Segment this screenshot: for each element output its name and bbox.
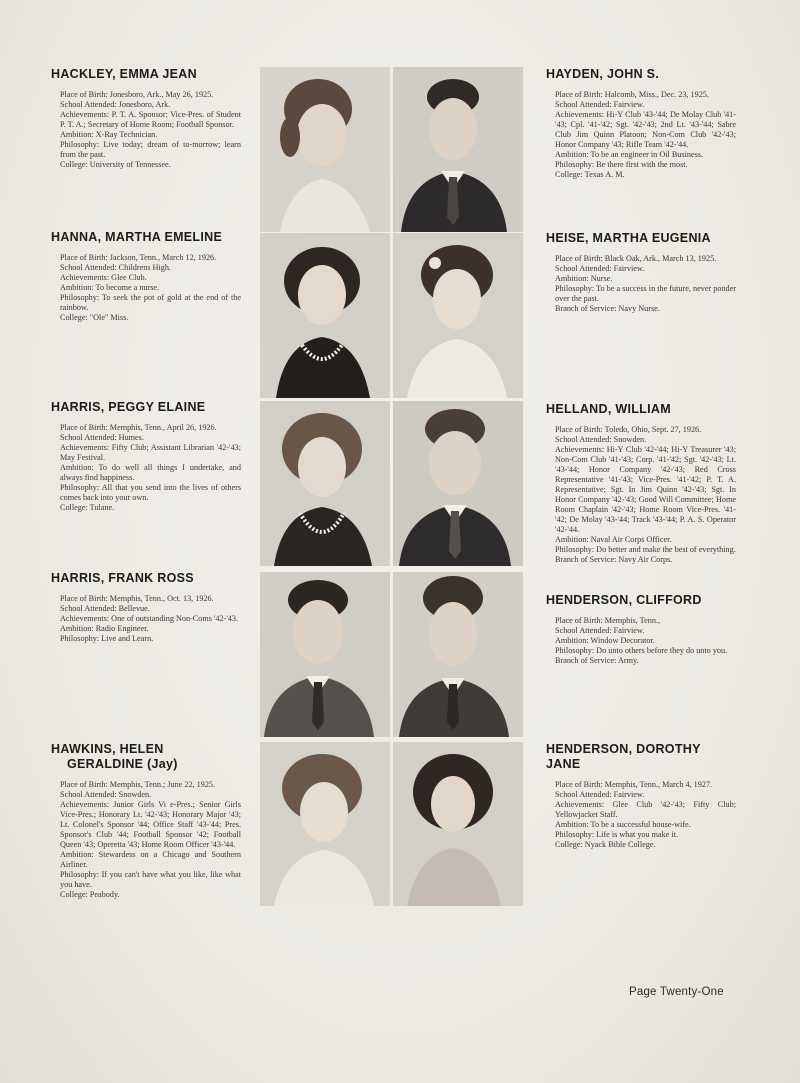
achievements-line: Achievements: Hi-Y Club '42-'44; Hi-Y Treasurer '43; Non-Com Club '41-'43; Corp. '41-'42; Sgt. '42-'43; Lt. '43-'44; Honor Company '42-'43; Red Cross Representative '41-'43; Vice-Pres. '41-'42; P. T. A. Representative; Sgt. In Jim Quinn '42-'43; Sgt. In Honor Company '42-'43; Good Will Committee; Home Room Chaplain '42-'43; Home Room Vice-Pres. '41-'42; De Molay '43-'44; Track '43-'44; P. A. S. Operator '42-'44.	[555, 445, 736, 534]
achievements-line: Achievements: One of outstanding Non-Coms '42-'43.	[60, 614, 239, 623]
student-name: HARRIS, FRANK ROSS	[51, 571, 194, 585]
page-number: Page Twenty-One	[629, 986, 724, 998]
school-line: School Attended: Fairview.	[555, 790, 645, 799]
senior-entry-henderson-dorothy	[546, 742, 736, 850]
service-line: Branch of Service: Navy Nurse.	[555, 304, 660, 313]
senior-entry-harris-peggy	[51, 400, 241, 513]
college-line: College: University of Tennessee.	[60, 160, 171, 169]
birth-line: Place of Birth: Memphis, Tenn.,	[555, 616, 661, 625]
senior-entry-hanna	[51, 230, 241, 323]
senior-entry-hayden	[546, 67, 736, 180]
birth-line: Place of Birth: Toledo, Ohio, Sept. 27, 1926.	[555, 425, 702, 434]
birth-line: Place of Birth: Halcomb, Miss., Dec. 23, 1925.	[555, 90, 709, 99]
achievements-line: Achievements: Junior Girls Vi e-Pres.; Senior Girls Vice-Pres.; Honorary Lt. '42-'43; Honorary Major '43; Lt. Colonel's Sponsor '44; Office Staff '43-'44; Pres. Sponsor's Club '44; Football Sponsor '42; Football Queen '43; Operetta '43; Home Room Officer '43-'44.	[60, 800, 241, 849]
portrait-photo-hayden	[393, 67, 523, 232]
portrait-photo-helland	[393, 401, 523, 566]
student-name: HANNA, MARTHA EMELINE	[51, 230, 223, 244]
student-name: HENDERSON, CLIFFORD	[546, 593, 702, 607]
college-line: College: Tulane.	[60, 503, 115, 512]
student-name-line2: GERALDINE (Jay)	[67, 757, 178, 771]
philosophy-line: Philosophy: To be a success in the future, never ponder over the past.	[555, 284, 736, 303]
ambition-line: Ambition: Nurse.	[555, 274, 613, 283]
ambition-line: Ambition: Stewardess on a Chicago and Southern Airliner.	[60, 850, 241, 869]
achievements-line: Achievements: Fifty Club; Assistant Librarian '42-'43; May Festival.	[60, 443, 241, 462]
philosophy-line: Philosophy: If you can't have what you like, like what you have.	[60, 870, 241, 889]
school-line: School Attended: Humes.	[60, 433, 144, 442]
ambition-line: Ambition: Radio Engineer.	[60, 624, 149, 633]
philosophy-line: Philosophy: Be there first with the most.	[555, 160, 688, 169]
school-line: School Attended: Bellevue.	[60, 604, 150, 613]
portrait-photo-hawkins	[260, 742, 390, 906]
portrait-photo-henderson-clifford	[393, 572, 523, 737]
student-name	[51, 742, 241, 772]
senior-entry-heise	[546, 231, 736, 314]
senior-entry-hawkins	[51, 742, 241, 900]
student-name: HEISE, MARTHA EUGENIA	[546, 231, 711, 245]
school-line: School Attended: Fairview.	[555, 626, 645, 635]
achievements-line: Achievements: Hi-Y Club '43-'44; De Molay Club '41-'43; Cpl. '41-'42; Sgt. '42-'43; 2nd Lt. '43-'44; Sabre Club Jim Quinn Platoon; Non-Com Club '42-'43; Honor Company '43; Rifle Team '42-'44.	[555, 110, 736, 149]
college-line: College: Texas A. M.	[555, 170, 625, 179]
ambition-line: Ambition: Window Decorator.	[555, 636, 655, 645]
student-name: HENDERSON, DOROTHY JANE	[546, 742, 701, 771]
birth-line: Place of Birth: Jackson, Tenn., March 12, 1926.	[60, 253, 217, 262]
school-line: School Attended: Fairview.	[555, 100, 645, 109]
school-line: School Attended: Snowden.	[60, 790, 152, 799]
ambition-line: Ambition: To be a successful house-wife.	[555, 820, 691, 829]
student-name: HARRIS, PEGGY ELAINE	[51, 400, 206, 414]
senior-entry-harris-frank	[51, 571, 241, 644]
achievements-line: Achievements: P. T. A. Sponsor; Vice-Pres. of Student P. T. A.; Secretary of Home Room; Football Sponsor.	[60, 110, 241, 129]
portrait-photo-henderson-dorothy	[393, 742, 523, 906]
ambition-line: Ambition: X-Ray Technician.	[60, 130, 158, 139]
college-line: College: Peabody.	[60, 890, 120, 899]
birth-line: Place of Birth: Memphis, Tenn., Oct. 13, 1926.	[60, 594, 214, 603]
philosophy-line: Philosophy: Live and Learn.	[60, 634, 154, 643]
college-line: College: "Ole" Miss.	[60, 313, 129, 322]
achievements-line: Achievements: Glee Club '42-'43; Fifty Club; Yellowjacket Staff.	[555, 800, 736, 819]
birth-line: Place of Birth: Jonesboro, Ark., May 26, 1925.	[60, 90, 214, 99]
birth-line: Place of Birth: Memphis, Tenn.; June 22, 1925.	[60, 780, 216, 789]
philosophy-line: Philosophy: Life is what you make it.	[555, 830, 679, 839]
service-line: Branch of Service: Army.	[555, 656, 639, 665]
portrait-photo-harris-peggy	[260, 401, 390, 566]
student-name-line1: HAWKINS, HELEN	[51, 742, 164, 756]
senior-entry-hackley	[51, 67, 241, 170]
portrait-photo-hackley	[260, 67, 390, 232]
school-line: School Attended: Fairview.	[555, 264, 645, 273]
school-line: School Attended: Jonesboro, Ark.	[60, 100, 171, 109]
philosophy-line: Philosophy: All that you send into the lives of others comes back into your own.	[60, 483, 241, 502]
portrait-photo-harris-frank	[260, 572, 390, 737]
student-name: HAYDEN, JOHN S.	[546, 67, 660, 81]
student-name: HELLAND, WILLIAM	[546, 402, 671, 416]
senior-entry-helland	[546, 402, 736, 565]
ambition-line: Ambition: To become a nurse.	[60, 283, 160, 292]
achievements-line: Achievements: Glee Club.	[60, 273, 147, 282]
service-line: Branch of Service: Navy Air Corps.	[555, 555, 673, 564]
philosophy-line: Philosophy: Do unto others before they do unto you.	[555, 646, 728, 655]
ambition-line: Ambition: To be an engineer in Oil Business.	[555, 150, 703, 159]
school-line: School Attended: Childrens High.	[60, 263, 171, 272]
school-line: School Attended: Snowden.	[555, 435, 647, 444]
philosophy-line: Philosophy: Live today; dream of to-morrow; learn from the past.	[60, 140, 241, 159]
ambition-line: Ambition: To do well all things I undertake, and always find happiness.	[60, 463, 241, 482]
birth-line: Place of Birth: Memphis, Tenn., March 4, 1927.	[555, 780, 713, 789]
college-line: College: Nyack Bible College.	[555, 840, 656, 849]
birth-line: Place of Birth: Memphis, Tenn., April 26, 1926.	[60, 423, 217, 432]
birth-line: Place of Birth: Black Oak, Ark., March 13, 1925.	[555, 254, 717, 263]
philosophy-line: Philosophy: Do better and make the best of everything.	[555, 545, 736, 554]
philosophy-line: Philosophy: To seek the pot of gold at the end of the rainbow.	[60, 293, 241, 312]
senior-entry-henderson-clifford	[546, 593, 736, 666]
portrait-photo-hanna	[260, 233, 390, 398]
student-name: HACKLEY, EMMA JEAN	[51, 67, 197, 81]
ambition-line: Ambition: Naval Air Corps Officer.	[555, 535, 672, 544]
portrait-photo-heise	[393, 233, 523, 398]
